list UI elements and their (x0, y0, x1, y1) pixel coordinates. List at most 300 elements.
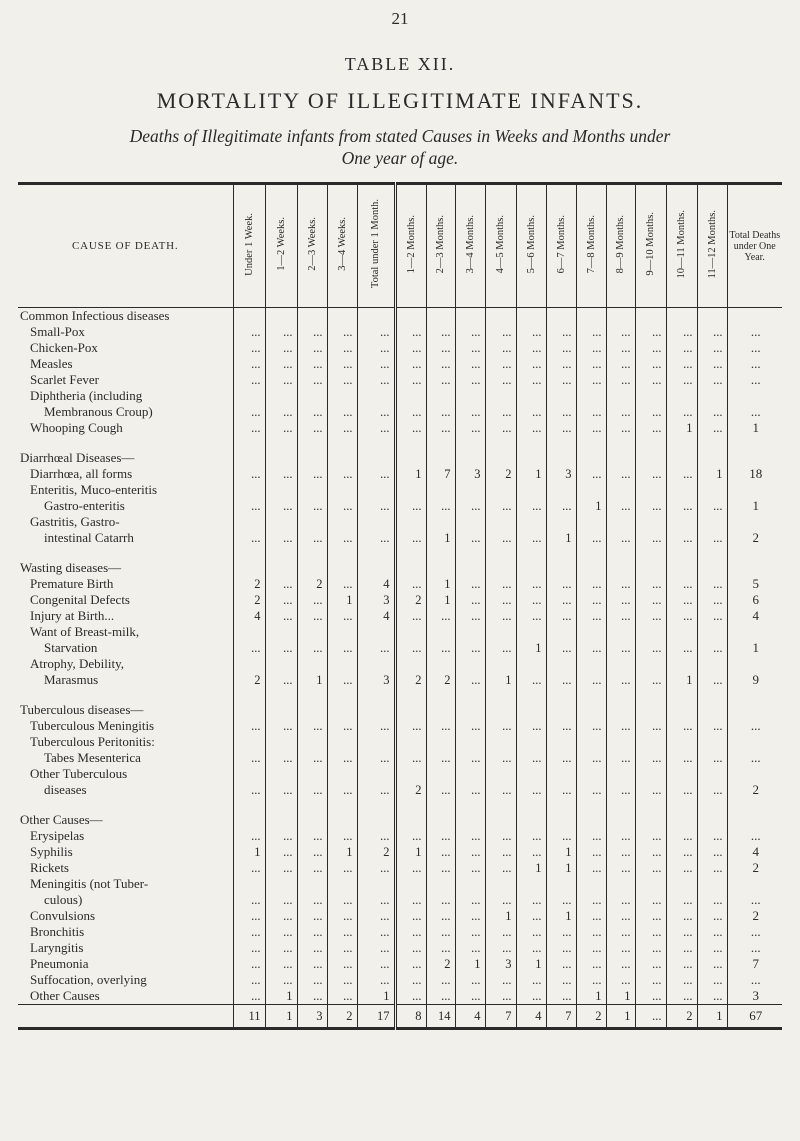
group-heading: Tuberculous diseases— (20, 702, 144, 717)
cause-label: Other Tuberculous (30, 766, 128, 781)
empty-cell (327, 766, 357, 782)
spacer-cell (606, 546, 635, 560)
empty-cell (666, 624, 697, 640)
value-cell: ... (485, 576, 516, 592)
value-cell: 1 (697, 466, 727, 482)
value-cell: 1 (666, 420, 697, 436)
value-cell: ... (297, 956, 327, 972)
value-cell: ... (233, 404, 265, 420)
value-cell: ... (516, 324, 546, 340)
value-cell: ... (546, 750, 576, 766)
cause-continued-row (18, 482, 782, 498)
value-cell: ... (606, 750, 635, 766)
value-cell: ... (546, 640, 576, 656)
spacer-cell (606, 688, 635, 702)
empty-cell (455, 702, 485, 718)
spacer-cell (635, 436, 666, 450)
empty-cell (297, 702, 327, 718)
empty-cell (357, 482, 395, 498)
value-cell: ... (606, 940, 635, 956)
value-cell: ... (576, 592, 606, 608)
value-cell: ... (516, 576, 546, 592)
col-header-5-6-months: 5—6 Months. (516, 184, 546, 308)
value-cell: ... (297, 860, 327, 876)
value-cell: ... (546, 828, 576, 844)
cause-label: Marasmus (44, 672, 99, 687)
cause-label: Want of Breast-milk, (30, 624, 140, 639)
value-cell: ... (485, 324, 516, 340)
empty-cell (546, 308, 576, 325)
value-cell: ... (635, 924, 666, 940)
empty-cell (516, 656, 546, 672)
value-cell: ... (576, 420, 606, 436)
value-cell: ... (357, 908, 395, 924)
value-cell: ... (516, 404, 546, 420)
value-cell: ... (395, 940, 426, 956)
value-cell: ... (327, 828, 357, 844)
empty-cell (327, 656, 357, 672)
value-cell: 2 (233, 672, 265, 688)
value-cell: ... (635, 372, 666, 388)
empty-cell (635, 702, 666, 718)
spacer-cell (635, 798, 666, 812)
empty-cell (265, 388, 297, 404)
value-cell: ... (297, 908, 327, 924)
empty-cell (395, 656, 426, 672)
value-cell: ... (455, 908, 485, 924)
cause-label: culous) (44, 892, 83, 907)
empty-cell (265, 766, 297, 782)
value-cell: ... (265, 576, 297, 592)
empty-cell (727, 482, 782, 498)
value-cell: 3 (455, 466, 485, 482)
table-row (18, 340, 782, 356)
empty-cell (576, 702, 606, 718)
value-cell: ... (455, 924, 485, 940)
value-cell: ... (297, 972, 327, 988)
value-cell: ... (265, 640, 297, 656)
empty-cell (516, 734, 546, 750)
empty-cell (516, 388, 546, 404)
value-cell: ... (516, 498, 546, 514)
value-cell: ... (576, 844, 606, 860)
value-cell: ... (546, 372, 576, 388)
value-cell: ... (697, 908, 727, 924)
empty-cell (327, 812, 357, 828)
value-cell: ... (265, 672, 297, 688)
column-total-cell: 1 (697, 1005, 727, 1029)
empty-cell (233, 388, 265, 404)
value-cell: ... (666, 592, 697, 608)
value-cell: ... (327, 608, 357, 624)
value-cell: ... (576, 940, 606, 956)
value-cell: ... (666, 924, 697, 940)
value-cell: ... (455, 372, 485, 388)
value-cell: ... (516, 718, 546, 734)
value-cell: ... (297, 892, 327, 908)
value-cell: ... (546, 988, 576, 1005)
value-cell: ... (455, 860, 485, 876)
cause-label: Starvation (44, 640, 98, 655)
value-cell: ... (395, 404, 426, 420)
empty-cell (395, 450, 426, 466)
value-cell: 7 (426, 466, 455, 482)
value-cell: ... (697, 356, 727, 372)
value-cell: ... (265, 924, 297, 940)
value-cell: 2 (426, 956, 455, 972)
value-cell: ... (265, 592, 297, 608)
table-row (18, 892, 782, 908)
empty-cell (265, 450, 297, 466)
cause-label: Other Causes (30, 988, 100, 1003)
value-cell: 1 (666, 672, 697, 688)
col-header-11-12-months: 11—12 Months. (697, 184, 727, 308)
empty-cell (666, 514, 697, 530)
value-cell: ... (233, 530, 265, 546)
value-cell: ... (635, 718, 666, 734)
empty-cell (666, 308, 697, 325)
value-cell: ... (516, 924, 546, 940)
value-cell: ... (516, 530, 546, 546)
table-row (18, 718, 782, 734)
row-total-cell: ... (727, 972, 782, 988)
table-label: TABLE XII. (344, 54, 456, 74)
value-cell: ... (485, 860, 516, 876)
empty-cell (297, 514, 327, 530)
row-total-cell: 2 (727, 530, 782, 546)
cause-continued-row (18, 624, 782, 640)
value-cell: 1 (265, 988, 297, 1005)
group-heading-row (18, 702, 782, 718)
value-cell: ... (606, 892, 635, 908)
empty-cell (233, 450, 265, 466)
value-cell: ... (233, 372, 265, 388)
empty-cell (546, 876, 576, 892)
value-cell: 1 (516, 466, 546, 482)
value-cell: ... (635, 972, 666, 988)
value-cell: 1 (576, 498, 606, 514)
value-cell: ... (697, 956, 727, 972)
spacer-cell (606, 798, 635, 812)
value-cell: ... (357, 782, 395, 798)
value-cell: ... (327, 672, 357, 688)
value-cell: ... (606, 640, 635, 656)
value-cell: ... (395, 750, 426, 766)
empty-cell (327, 624, 357, 640)
value-cell: ... (697, 340, 727, 356)
value-cell: ... (606, 608, 635, 624)
cause-label: Injury at Birth... (30, 608, 115, 623)
empty-cell (426, 514, 455, 530)
value-cell: ... (576, 956, 606, 972)
spacer-cell (576, 798, 606, 812)
empty-cell (727, 656, 782, 672)
spacer-cell (297, 798, 327, 812)
value-cell: ... (455, 972, 485, 988)
value-cell: ... (606, 718, 635, 734)
row-total-cell: 4 (727, 608, 782, 624)
value-cell: ... (635, 750, 666, 766)
empty-cell (297, 656, 327, 672)
empty-cell (727, 702, 782, 718)
value-cell: ... (395, 718, 426, 734)
spacer-cell (576, 546, 606, 560)
empty-cell (357, 450, 395, 466)
empty-cell (455, 450, 485, 466)
value-cell: ... (576, 372, 606, 388)
value-cell: 4 (357, 576, 395, 592)
empty-cell (697, 656, 727, 672)
row-total-cell: 1 (727, 640, 782, 656)
empty-cell (395, 734, 426, 750)
value-cell: ... (455, 592, 485, 608)
spacer-cell (265, 688, 297, 702)
value-cell: ... (297, 372, 327, 388)
value-cell: ... (546, 718, 576, 734)
column-total-cell: 4 (516, 1005, 546, 1029)
table-row (18, 498, 782, 514)
empty-cell (233, 812, 265, 828)
empty-cell (666, 766, 697, 782)
column-total-cell: 1 (606, 1005, 635, 1029)
value-cell: ... (546, 576, 576, 592)
value-cell: ... (606, 908, 635, 924)
empty-cell (357, 656, 395, 672)
value-cell: ... (297, 608, 327, 624)
value-cell: 1 (576, 988, 606, 1005)
column-total-cell: 1 (265, 1005, 297, 1029)
value-cell: ... (666, 892, 697, 908)
spacer-cell (546, 688, 576, 702)
value-cell: ... (516, 940, 546, 956)
value-cell: ... (635, 404, 666, 420)
empty-cell (265, 876, 297, 892)
value-cell: 1 (455, 956, 485, 972)
value-cell: ... (635, 466, 666, 482)
value-cell: ... (697, 892, 727, 908)
value-cell: ... (265, 608, 297, 624)
empty-cell (576, 624, 606, 640)
value-cell: ... (485, 404, 516, 420)
empty-cell (426, 766, 455, 782)
value-cell: ... (485, 356, 516, 372)
value-cell: ... (233, 356, 265, 372)
spacer-cell (455, 546, 485, 560)
spacer-cell (357, 688, 395, 702)
value-cell: ... (426, 940, 455, 956)
spacer-cell (233, 798, 265, 812)
table-row (18, 356, 782, 372)
value-cell: 3 (357, 672, 395, 688)
cause-continued-row (18, 656, 782, 672)
empty-cell (635, 560, 666, 576)
cause-label: Diarrhœa, all forms (30, 466, 133, 481)
value-cell: 3 (546, 466, 576, 482)
value-cell: ... (233, 640, 265, 656)
row-total-cell: 2 (727, 860, 782, 876)
column-total-cell: ... (635, 1005, 666, 1029)
value-cell: ... (516, 908, 546, 924)
spacer-cell (666, 688, 697, 702)
value-cell: ... (635, 640, 666, 656)
value-cell: ... (516, 972, 546, 988)
value-cell: ... (265, 956, 297, 972)
value-cell: 1 (233, 844, 265, 860)
empty-cell (485, 702, 516, 718)
group-heading: Diarrhœal Diseases— (20, 450, 135, 465)
page-title: MORTALITY OF ILLEGITIMATE INFANTS. (156, 88, 644, 113)
empty-cell (666, 388, 697, 404)
totals-row (18, 1005, 782, 1029)
value-cell: ... (395, 924, 426, 940)
empty-cell (546, 624, 576, 640)
empty-cell (576, 766, 606, 782)
empty-cell (516, 482, 546, 498)
value-cell: ... (265, 530, 297, 546)
cause-label: Gastro-enteritis (44, 498, 125, 513)
value-cell: ... (666, 498, 697, 514)
empty-cell (485, 766, 516, 782)
table-row (18, 988, 782, 1005)
empty-cell (426, 734, 455, 750)
value-cell: ... (635, 356, 666, 372)
cause-label: Bronchitis (30, 924, 85, 939)
table-row (18, 420, 782, 436)
value-cell: ... (455, 498, 485, 514)
value-cell: ... (233, 972, 265, 988)
cause-label: Atrophy, Debility, (30, 656, 124, 671)
empty-cell (485, 624, 516, 640)
value-cell: ... (426, 356, 455, 372)
empty-cell (233, 702, 265, 718)
value-cell: ... (516, 592, 546, 608)
table-body (18, 308, 782, 1029)
empty-cell (666, 734, 697, 750)
value-cell: ... (297, 844, 327, 860)
value-cell: ... (606, 324, 635, 340)
empty-cell (426, 812, 455, 828)
value-cell: ... (233, 908, 265, 924)
value-cell: ... (697, 718, 727, 734)
empty-cell (635, 308, 666, 325)
empty-cell (233, 560, 265, 576)
value-cell: ... (635, 828, 666, 844)
value-cell: ... (666, 988, 697, 1005)
empty-cell (727, 308, 782, 325)
spacer-cell (426, 688, 455, 702)
empty-cell (426, 624, 455, 640)
row-total-cell: 18 (727, 466, 782, 482)
empty-cell (576, 876, 606, 892)
empty-cell (357, 560, 395, 576)
value-cell: 1 (546, 530, 576, 546)
spacer-cell (395, 436, 426, 450)
value-cell: ... (426, 608, 455, 624)
value-cell: ... (635, 498, 666, 514)
row-total-cell: ... (727, 718, 782, 734)
empty-cell (485, 308, 516, 325)
table-row (18, 844, 782, 860)
row-total-cell: ... (727, 340, 782, 356)
empty-cell (666, 812, 697, 828)
value-cell: ... (265, 892, 297, 908)
value-cell: 2 (395, 672, 426, 688)
value-cell: ... (516, 340, 546, 356)
spacer-cell (233, 436, 265, 450)
value-cell: ... (426, 750, 455, 766)
col-header-4-5-months: 4—5 Months. (485, 184, 516, 308)
cause-label: diseases (44, 782, 87, 797)
value-cell: ... (635, 530, 666, 546)
value-cell: ... (426, 860, 455, 876)
spacer-cell (666, 798, 697, 812)
value-cell: ... (576, 672, 606, 688)
empty-cell (697, 450, 727, 466)
value-cell: ... (327, 860, 357, 876)
value-cell: ... (576, 576, 606, 592)
col-header-2-3-months: 2—3 Months. (426, 184, 455, 308)
col-header-3-4-months: 3—4 Months. (455, 184, 485, 308)
value-cell: ... (426, 640, 455, 656)
empty-cell (395, 308, 426, 325)
spacer-cell (357, 436, 395, 450)
value-cell: ... (576, 608, 606, 624)
value-cell: ... (485, 608, 516, 624)
value-cell: ... (516, 750, 546, 766)
value-cell: ... (455, 844, 485, 860)
spacer-cell (576, 436, 606, 450)
col-header-1-2-weeks: 1—2 Weeks. (265, 184, 297, 308)
table-row (18, 372, 782, 388)
column-total-cell: 4 (455, 1005, 485, 1029)
value-cell: ... (455, 750, 485, 766)
value-cell: ... (426, 340, 455, 356)
value-cell: ... (516, 372, 546, 388)
empty-cell (233, 624, 265, 640)
value-cell: ... (697, 420, 727, 436)
value-cell: ... (635, 988, 666, 1005)
column-total-cell: 7 (546, 1005, 576, 1029)
value-cell: ... (233, 860, 265, 876)
value-cell: ... (265, 940, 297, 956)
empty-cell (727, 388, 782, 404)
value-cell: ... (485, 972, 516, 988)
value-cell: ... (606, 844, 635, 860)
row-total-cell: ... (727, 828, 782, 844)
value-cell: ... (357, 404, 395, 420)
value-cell: ... (546, 972, 576, 988)
empty-cell (516, 308, 546, 325)
empty-cell (265, 482, 297, 498)
value-cell: ... (606, 576, 635, 592)
value-cell: ... (327, 324, 357, 340)
empty-cell (516, 876, 546, 892)
spacer-cell (485, 798, 516, 812)
value-cell: ... (635, 844, 666, 860)
empty-cell (327, 388, 357, 404)
row-total-cell: 1 (727, 420, 782, 436)
value-cell: ... (485, 844, 516, 860)
value-cell: 2 (233, 592, 265, 608)
table-row (18, 750, 782, 766)
spacer-cell (18, 798, 233, 812)
empty-cell (697, 734, 727, 750)
empty-cell (576, 656, 606, 672)
value-cell: ... (297, 718, 327, 734)
value-cell: ... (233, 940, 265, 956)
empty-cell (297, 308, 327, 325)
spacer-cell (546, 436, 576, 450)
